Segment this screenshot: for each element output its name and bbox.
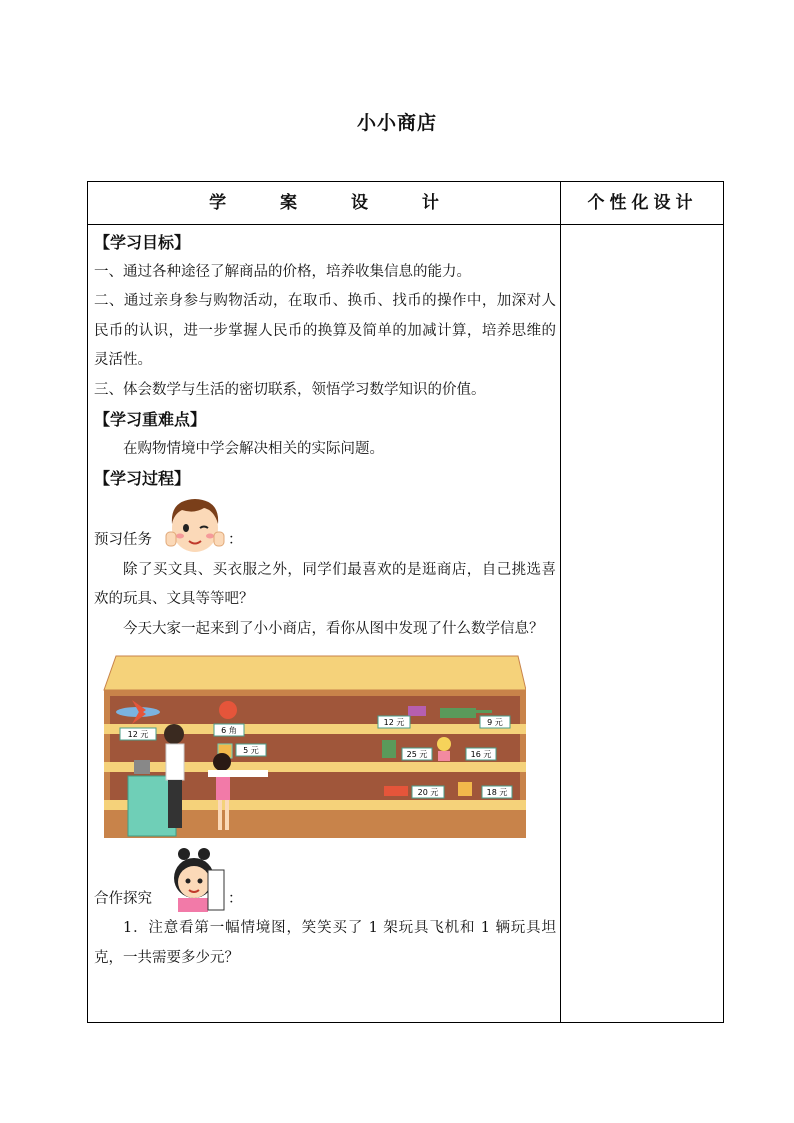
- preview-task-label: 预习任务: [94, 532, 152, 548]
- svg-text:5 元: 5 元: [243, 746, 259, 755]
- process-paragraph: 今天大家一起来到了小小商店，看你从图中发现了什么数学信息？: [123, 620, 544, 637]
- cooperation-colon: ：: [228, 890, 243, 907]
- question-1: 1．注意看第一幅情境图，笑笑买了 1 架玩具飞机和 1 辆玩具坦克，一共需要多少元？: [94, 920, 556, 966]
- process-heading: 【学习过程】: [94, 469, 191, 488]
- svg-text:16 元: 16 元: [470, 750, 492, 759]
- svg-text:12 元: 12 元: [383, 718, 405, 727]
- header-char: 计: [421, 193, 439, 213]
- cooperation-line: [94, 848, 556, 914]
- girl-avatar-icon: [164, 848, 226, 912]
- toy-shop-illustration: [98, 652, 526, 840]
- key-points-heading: 【学习重难点】: [94, 410, 207, 429]
- header-divider: [88, 224, 723, 225]
- svg-text:12 元: 12 元: [127, 730, 149, 739]
- price-tag-tank: [480, 716, 510, 728]
- header-study-design: [88, 182, 560, 224]
- svg-text:6 角: 6 角: [221, 726, 237, 735]
- key-points-text: 在购物情境中学会解决相关的实际问题。: [123, 440, 384, 457]
- header-char: 设: [350, 193, 368, 213]
- preview-task-line: [94, 494, 556, 556]
- boy-avatar-icon: [164, 494, 226, 556]
- cooperation-label: 合作探究: [94, 890, 152, 907]
- header-char: 学: [209, 193, 227, 213]
- svg-text:20 元: 20 元: [417, 788, 439, 797]
- preview-task-colon: ：: [228, 532, 243, 548]
- lesson-table: [87, 181, 724, 1023]
- column-divider: [560, 182, 561, 1022]
- process-paragraph: 除了买文具、买衣服之外，同学们最喜欢的是逛商店，自己挑选喜欢的玩具、文具等等吧？: [94, 561, 556, 607]
- price-tag-car: [412, 786, 444, 798]
- goal-item: 三、体会数学与生活的密切联系，领悟学习数学知识的价值。: [94, 381, 486, 398]
- price-tag-cube: [236, 744, 266, 756]
- goal-item: 一、通过各种途径了解商品的价格，培养收集信息的能力。: [94, 263, 471, 280]
- shop-shelf-picture: [98, 652, 526, 840]
- price-tag-doll: [466, 748, 496, 760]
- svg-text:18 元: 18 元: [486, 788, 508, 797]
- document-title: 小小商店: [356, 112, 437, 134]
- price-tag-plane: [120, 728, 156, 740]
- goals-heading: 【学习目标】: [94, 233, 191, 252]
- svg-text:25 元: 25 元: [406, 750, 428, 759]
- svg-text:9 元: 9 元: [487, 718, 503, 727]
- price-tag-robot: [402, 748, 432, 760]
- price-tag-ball: [214, 724, 244, 736]
- header-personal-design: 个性化设计: [587, 193, 698, 213]
- main-content: [94, 228, 556, 973]
- price-tag-gun: [378, 716, 410, 728]
- goal-item: 二、通过亲身参与购物活动，在取币、换币、找币的操作中，加深对人民币的认识，进一步掌握人民币的换算及简单的加减计算，培养思维的灵活性。: [94, 293, 556, 368]
- header-char: 案: [280, 193, 298, 213]
- price-tag-blocks: [482, 786, 512, 798]
